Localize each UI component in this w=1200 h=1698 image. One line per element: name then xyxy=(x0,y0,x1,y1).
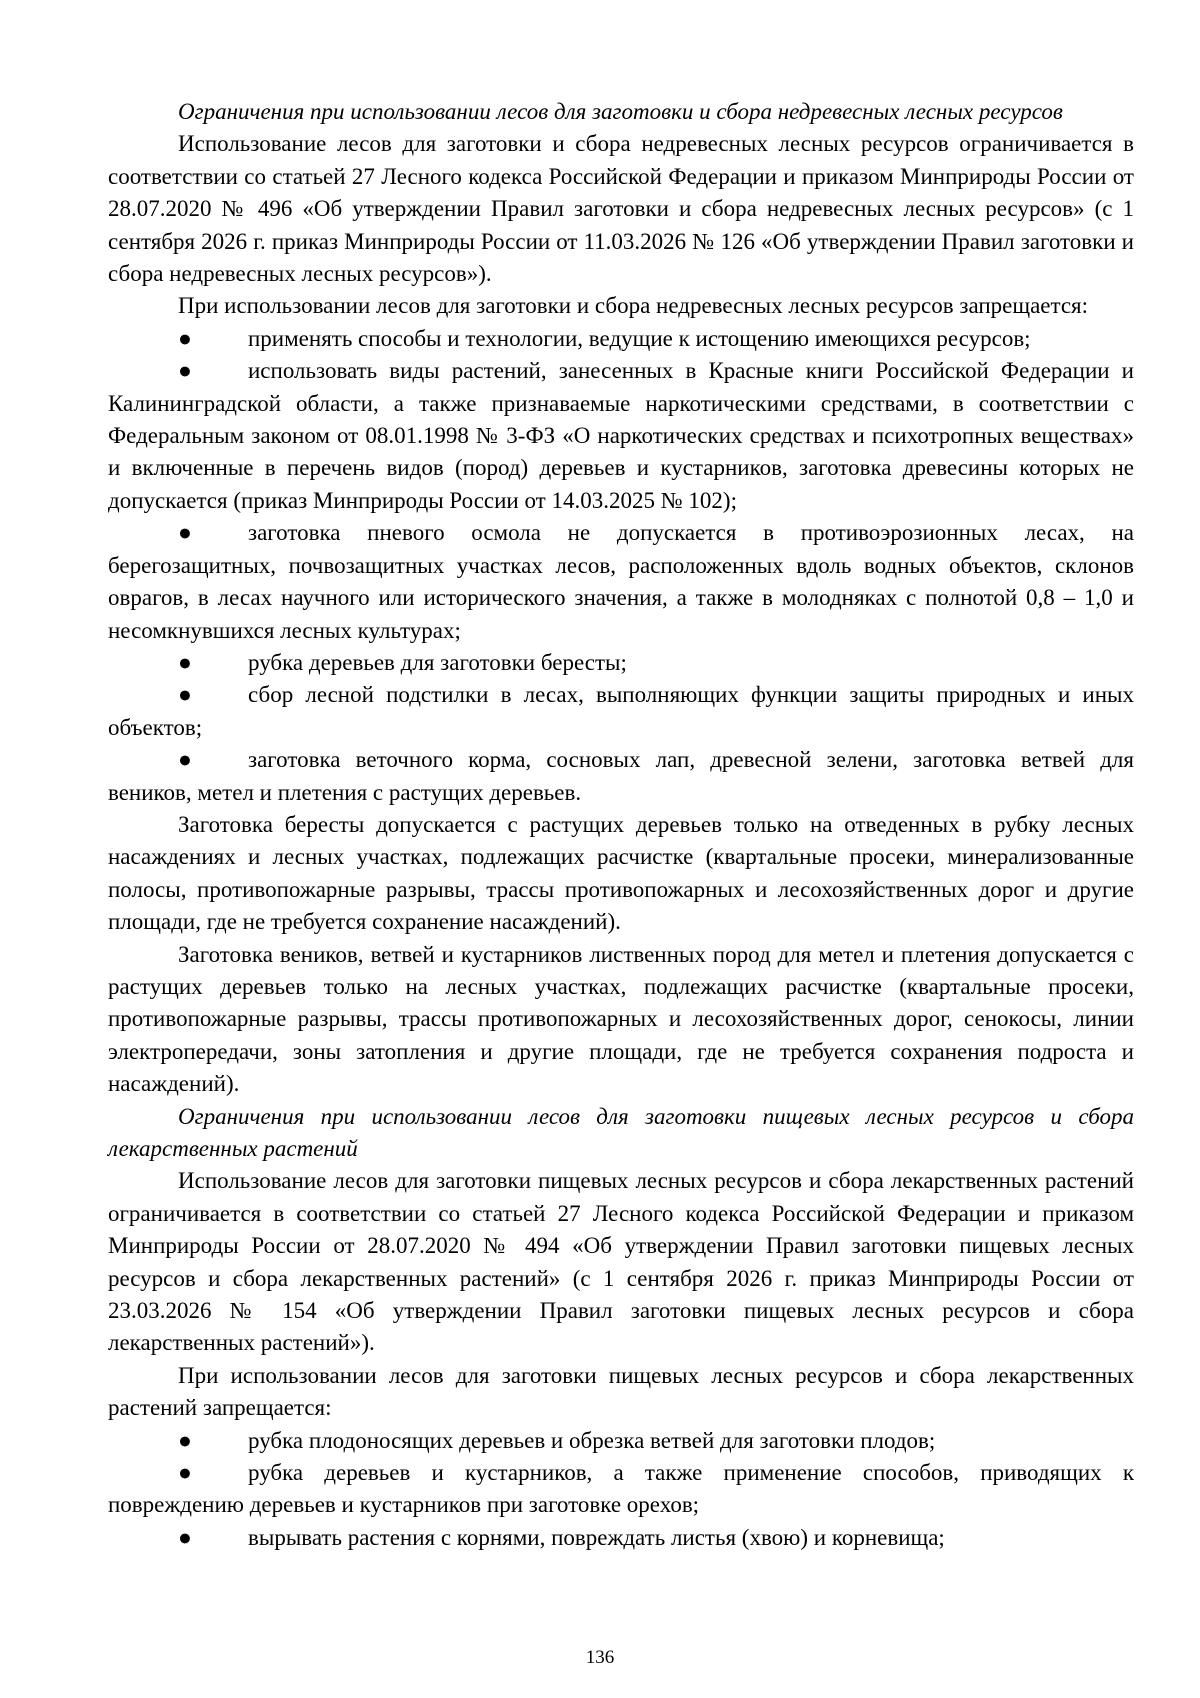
paragraph: Заготовка веников, ветвей и кустарников лиственных пород для метел и плетения допускается с растущих деревьев только на лесных участках, подлежащих расчистке (квартальные просеки, противопожарные разрывы, трассы противопожарных и лесохозяйственных дорог, сенокосы, линии электропередачи, зоны затопления и другие площади, где не требуется сохранения подроста и насаждений). xyxy=(108,941,1134,1097)
list-item-text: рубка деревьев и кустарников, а также применение способов, приводящих к повреждению деревьев и кустарников при заготовке орехов; xyxy=(108,1460,1134,1518)
paragraph: Заготовка бересты допускается с растущих деревьев только на отведенных в рубку лесных насаждениях и лесных участках, подлежащих расчистке (квартальные просеки, минерализованные полосы, противопожарные разрывы, трассы противопожарных и лесохозяйственных дорог и другие площади, где не требуется сохранение насаждений). xyxy=(108,811,1134,935)
bullet-icon: ● xyxy=(178,325,192,351)
list-item-text: рубка плодоносящих деревьев и обрезка ветвей для заготовки плодов; xyxy=(248,1427,936,1453)
list-item-text: заготовка веточного корма, сосновых лап, древесной зелени, заготовка ветвей для веников, метел и плетения с растущих деревьев. xyxy=(108,747,1134,805)
list-item-text: использовать виды растений, занесенных в Красные книги Российской Федерации и Калининградской области, а также признаваемые наркотическими средствами, в соответствии с Федеральным законом от 08.01.1998 № 3-ФЗ «О наркотических средствах и психотропных веществах» и включенные в перечень видов (пород) деревьев и кустарников, заготовка древесины которых не допускается (приказ Минприроды России от 14.03.2025 № 102); xyxy=(108,358,1134,513)
list-item xyxy=(108,1457,1134,1522)
bullet-icon: ● xyxy=(178,520,192,546)
bullet-icon: ● xyxy=(178,682,192,708)
bullet-icon: ● xyxy=(178,1427,192,1453)
list-item xyxy=(108,1425,1134,1457)
section-heading: Ограничения при использовании лесов для заготовки и сбора недревесных лесных ресурсов xyxy=(178,99,1063,124)
list-item-text: вырывать растения с корнями, повреждать листья (хвою) и корневища; xyxy=(248,1524,945,1550)
bullet-icon: ● xyxy=(178,649,192,675)
paragraph: При использовании лесов для заготовки и сбора недревесных лесных ресурсов запрещается: xyxy=(178,293,1089,319)
page-number: 136 xyxy=(585,1647,615,1668)
bullet-icon: ● xyxy=(178,1460,192,1486)
list-item xyxy=(108,1522,1134,1554)
bullet-icon: ● xyxy=(178,1524,192,1550)
list-item-text: применять способы и технологии, ведущие к истощению имеющихся ресурсов; xyxy=(248,325,1031,351)
list-item xyxy=(108,517,1134,647)
section-heading: Ограничения при использовании лесов для заготовки пищевых лесных ресурсов и сбора лекарственных растений xyxy=(108,1103,1134,1161)
list-item xyxy=(108,355,1134,517)
bullet-icon: ● xyxy=(178,358,192,384)
paragraph: При использовании лесов для заготовки пищевых лесных ресурсов и сбора лекарственных растений запрещается: xyxy=(108,1362,1134,1421)
list-item-text: рубка деревьев для заготовки бересты; xyxy=(248,649,627,675)
document-body xyxy=(108,96,1134,1554)
paragraph: Использование лесов для заготовки пищевых лесных ресурсов и сбора лекарственных растений ограничивается в соответствии со статьей 27 Лесного кодекса Российской Федерации и приказом Минприроды России от 28.07.2020 № 494 «Об утверждении Правил заготовки пищевых лесных ресурсов и сбора лекарственных растений» (с 1 сентября 2026 г. приказ Минприроды России от 23.03.2026 № 154 «Об утверждении Правил заготовки пищевых лесных ресурсов и сбора лекарственных растений»). xyxy=(108,1168,1134,1356)
list-item xyxy=(108,647,1134,679)
list-item-text: сбор лесной подстилки в лесах, выполняющих функции защиты природных и иных объектов; xyxy=(108,682,1134,740)
list-item xyxy=(108,679,1134,744)
list-item-text: заготовка пневого осмола не допускается в противоэрозионных лесах, на берегозащитных, почвозащитных участках лесов, расположенных вдоль водных объектов, склонов оврагов, в лесах научного или исторического значения, а также в молодняках с полнотой 0,8 – 1,0 и несомкнувшихся лесных культурах; xyxy=(108,520,1134,643)
bullet-icon: ● xyxy=(178,747,192,773)
paragraph: Использование лесов для заготовки и сбора недревесных лесных ресурсов ограничивается в соответствии со статьей 27 Лесного кодекса Российской Федерации и приказом Минприроды России от 28.07.2020 № 496 «Об утверждении Правил заготовки и сбора недревесных лесных ресурсов» (с 1 сентября 2026 г. приказ Минприроды России от 11.03.2026 № 126 «Об утверждении Правил заготовки и сбора недревесных лесных ресурсов»). xyxy=(108,131,1134,287)
list-item xyxy=(108,744,1134,809)
list-item xyxy=(108,323,1134,355)
